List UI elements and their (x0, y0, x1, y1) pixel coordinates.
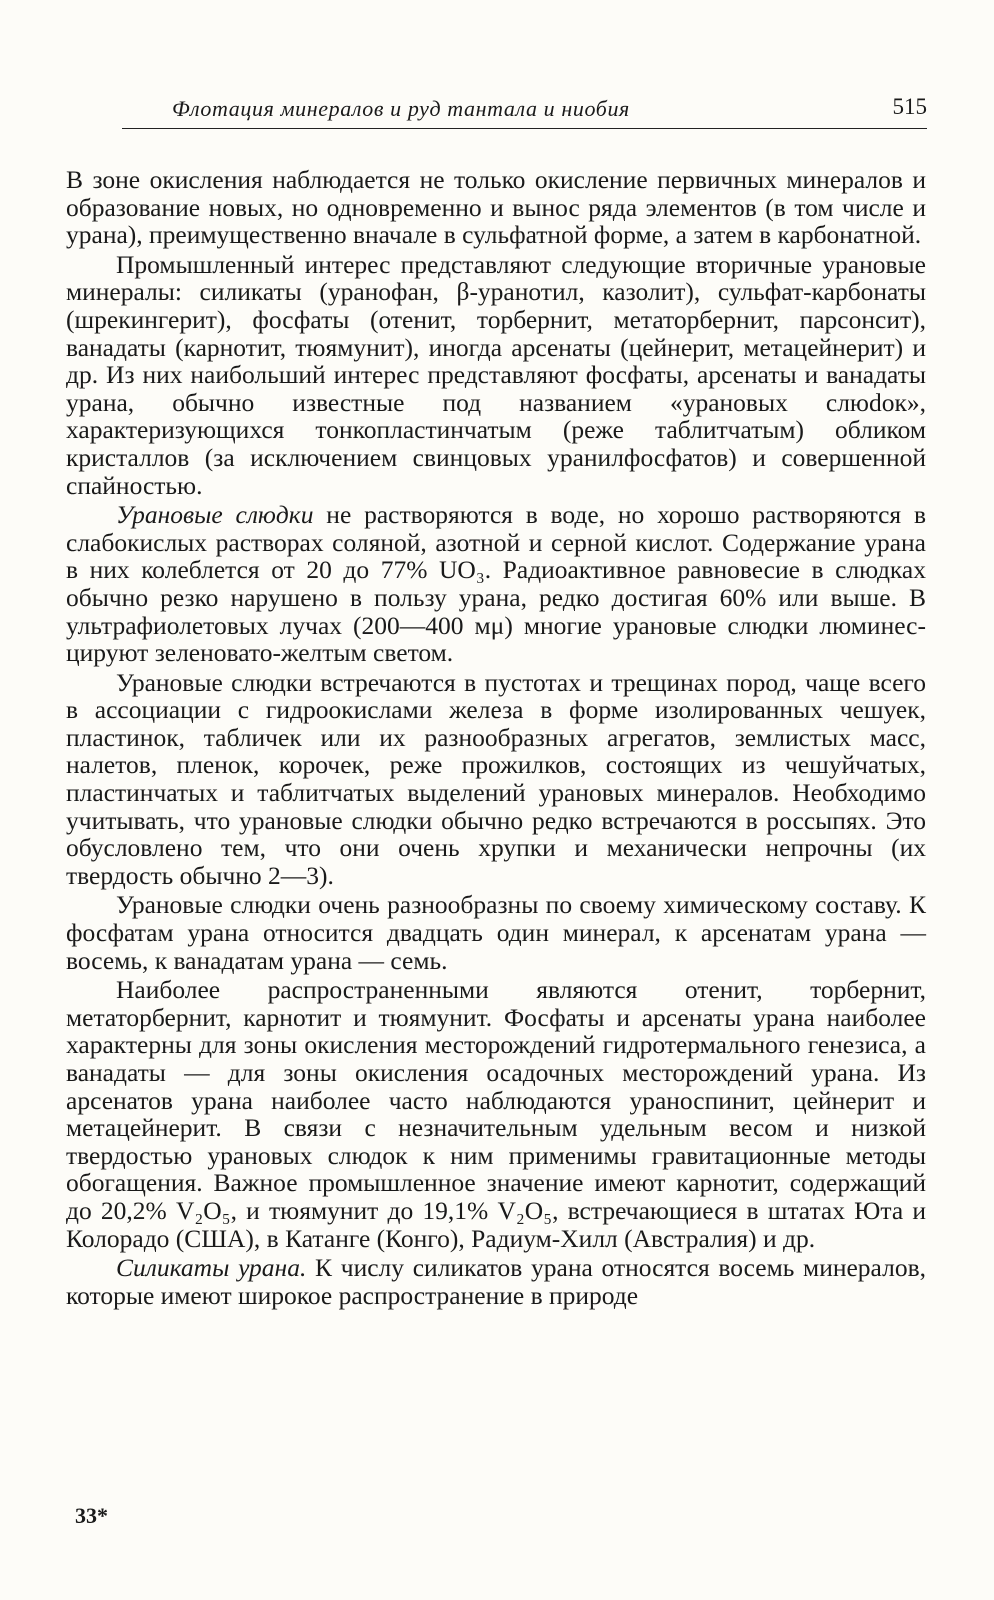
paragraph-1: В зоне окисления наблюдается не только окисление первичных минералов и образование новых, но одновременно и вынос ряда элементов (в том числе и урана), преимущественно вначале в сульфатной форме, а затем в карбонатной. (66, 165, 926, 250)
italic-lead-uranium-silicates: Силикаты урана. (116, 1253, 307, 1283)
running-header (122, 92, 927, 129)
header-title: Флотация минералов и руд тантала и ниобия (172, 96, 630, 121)
paragraph-3: Урановые слюдки не растворяются в воде, но хорошо растворяются в слабокислых растворах соляной, азотной и серной кислот. Содержание урана в них колеблется от 20 до 77% UO₃. Радиоактивное равновесие в слюдках обычно резко нарушено в пользу урана, редко достигая 60% или выше. В ультрафиолетовых лучах (200—400 мμ) многие урановые слюдки люминесцируют зеленовато-желтым светом. (66, 500, 926, 668)
paragraph-6: Наиболее распространенными являются отенит, торбернит, метаторбернит, карнотит и тюямунит. Фосфаты и арсенаты урана наиболее характерны для зоны окисления месторождений гидротермального генезиса, а ванадаты — для зоны окисления осадочных месторождений урана. Из арсенатов урана наиболее часто наблюдаются ураноспинит, цейнерит и метацейнерит. В связи с незначительным удельным весом и низкой твердостью урановых слюдок к ним применимы гравитационные методы обогащения. Важное промышленное значение имеют карнотит, содержащий до 20,2% V₂O₅, и тюямунит до 19,1% V₂O₅, встречающиеся в штатах Юта и Колорадо (США), в Катанге (Конго), Радиум-Хилл (Австралия) и др. (66, 975, 926, 1253)
page-number: 515 (892, 94, 927, 119)
paragraph-2: Промышленный интерес представляют следующие вторичные урановые минералы: силикаты (уранофан, β-уранотил, казолит), сульфат-карбонаты (шрекингерит), фосфаты (отенит, торбернит, метаторбернит, парсонсит), ванадаты (карнотит, тюямунит), иногда арсенаты (цейнерит, метацейнерит) и др. Из них наибольший интерес представляют фосфаты, арсенаты и ванадаты урана, обычно известные под названием «урановых слюdок», характеризующихся тонкопластинчатым (реже таблитчатым) обликом кристаллов (за исключением свинцовых уранилфосфатов) и совершенной спайностью. (66, 249, 926, 500)
signature-mark: 33* (75, 1503, 108, 1528)
paragraph-5: Урановые слюдки очень разнообразны по своему химическому составу. К фосфатам урана относится двадцать один минерал, к арсенатам урана — восемь, к ванадатам урана — семь. (66, 890, 926, 975)
italic-lead-uranium-micas: Урановые слюдки (116, 500, 314, 530)
paragraph-4: Урановые слюдки встречаются в пустотах и трещинах пород, чаще всего в ассоциации с гидроокислами железа в форме изолированных чешуек, пластинок, табличек или их разнообразных агрегатов, землистых масс, налетов, пленок, корочек, реже прожилков, состоящих из чешуйчатых, пластинчатых и таблитчатых выделений урановых минералов. Необходимо учитывать, что урановые слюдки обычно редко встречаются в россыпях. Это обусловлено тем, что они очень хрупки и механически непрочны (их твердость обычно 2—3). (66, 667, 926, 890)
body-text (66, 166, 926, 1311)
paragraph-7: Силикаты урана. К числу силикатов урана относятся восемь минералов, которые имеют широкое распространение в природе (66, 1253, 926, 1310)
